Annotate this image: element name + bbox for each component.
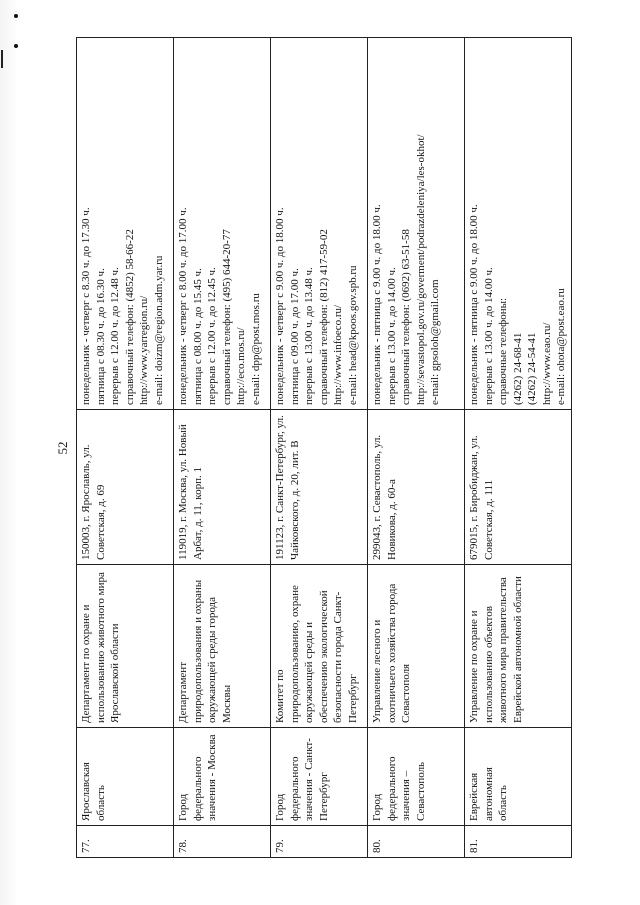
email-link[interactable]: e-mail: ohota@post.eao.ru	[555, 288, 567, 405]
contact-line: справочный телефон: (495) 644-20-77	[220, 229, 233, 405]
table-row	[174, 38, 271, 858]
website-link[interactable]: http://sevastopol.gov.ru/goverment/podrazdeleniya/les-okhot/	[414, 134, 427, 405]
region-name: Ярославская область	[77, 728, 174, 826]
contact-line: пятница с 09.00 ч. до 17.00 ч.	[288, 268, 301, 405]
scan-speck	[14, 44, 18, 48]
contact-line: перерыв с 12.00 ч. до 12.45 ч.	[206, 267, 218, 405]
contact-line: понедельник - пятница с 9.00 ч. до 18.00 ч.	[371, 204, 383, 405]
contacts	[465, 38, 572, 410]
organization-name: Департамент по охране и использованию животного мира Ярославской области	[77, 565, 174, 728]
email-link[interactable]: e-mail: gpsoloh@gmail.com	[429, 279, 441, 405]
contacts	[271, 38, 368, 410]
address: 150003, г. Ярославль, ул. Советская, д. 69	[77, 410, 174, 565]
contact-line: справочный телефон: (4852) 58-66-22	[123, 229, 136, 405]
table-row	[271, 38, 368, 858]
contact-line: пятница с 08.00 ч. до 15.45 ч.	[191, 268, 204, 405]
organization-name: Департамент природопользования и охраны окружающей среды города Москвы	[174, 565, 271, 728]
contact-line: понедельник - четверг с 8.30 ч. до 17.30 ч.	[80, 207, 92, 405]
scan-mark	[1, 50, 3, 68]
address: 119019, г. Москва, ул. Новый Арбат, д. 11, корп. 1	[174, 410, 271, 565]
contacts	[77, 38, 174, 410]
row-number: 77.	[77, 826, 174, 858]
phone-number: (4262) 24-54-41	[526, 332, 538, 405]
contact-line: справочный телефон: (812) 417-59-02	[317, 229, 330, 405]
contact-line: перерыв с 13.00 ч. до 13.48 ч.	[303, 267, 315, 405]
address: 299043, г. Севастополь, ул. Новикова, д. 60-а	[368, 410, 465, 565]
row-number: 80.	[368, 826, 465, 858]
organization-name: Комитет по природопользованию, охране окружающей среды и обеспечению экологической безопасности города Санкт-Петербург	[271, 565, 368, 728]
contact-line: пятница с 08.30 ч. до 16.30 ч.	[94, 268, 107, 405]
contact-line: перерыв с 13.00 ч. до 14.00 ч.	[385, 267, 398, 405]
contact-line: справочные телефоны:	[497, 297, 509, 405]
contact-line: перерыв с 12.00 ч. до 12.48 ч.	[109, 267, 121, 405]
rotated-document-page	[54, 38, 566, 858]
organizations-table	[76, 37, 572, 858]
table-row	[465, 38, 572, 858]
organization-name: Управление по охране и использованию объектов животного мира правительства Еврейской автономной области	[465, 565, 572, 728]
region-name: Город федерального значения – Севастополь	[368, 728, 465, 826]
website-link[interactable]: http://www.eao.ru/	[540, 322, 553, 405]
region-name: Еврейская автономная область	[465, 728, 572, 826]
page-number: 52	[55, 441, 70, 455]
contact-line: понедельник - четверг с 9.00 ч. до 18.00 ч.	[274, 207, 286, 405]
row-number: 78.	[174, 826, 271, 858]
contacts	[174, 38, 271, 410]
table-body	[77, 38, 572, 858]
contact-line: перерыв с 13.00 ч. до 14.00 ч.	[482, 267, 495, 405]
contact-line: понедельник - пятница с 9.00 ч. до 18.00 ч.	[468, 204, 480, 405]
website-link[interactable]: http://www.infoeco.ru/	[332, 304, 344, 405]
row-number: 81.	[465, 826, 572, 858]
phone-number: (4262) 24-68-41	[511, 332, 524, 405]
address: 191123, г. Санкт-Петербург, ул. Чайковского, д. 20, лит. В	[271, 410, 368, 565]
table-row	[368, 38, 465, 858]
contact-line: справочный телефон: (0692) 63-51-58	[400, 229, 412, 405]
contacts	[368, 38, 465, 410]
scan-speck	[14, 14, 18, 18]
contact-line: понедельник - четверг с 8.00 ч. до 17.00 ч.	[177, 207, 189, 405]
organization-name: Управление лесного и охотничьего хозяйства города Севастополя	[368, 565, 465, 728]
row-number: 79.	[271, 826, 368, 858]
website-link[interactable]: http://eco.mos.ru/	[235, 327, 247, 405]
table-row	[77, 38, 174, 858]
website-link[interactable]: http://www.yarregion.ru/	[138, 295, 150, 405]
email-link[interactable]: e-mail: doizm@region.adm.yar.ru	[152, 255, 165, 405]
address: 679015, г. Биробиджан, ул. Советская, д. 111	[465, 410, 572, 565]
region-name: Город федерального значения - Москва	[174, 728, 271, 826]
email-link[interactable]: e-mail: head@kpoos.gov.spb.ru	[346, 265, 359, 405]
email-link[interactable]: e-mail: dpp@post.mos.ru	[249, 293, 262, 405]
region-name: Город федерального значения - Санкт-Петербург	[271, 728, 368, 826]
